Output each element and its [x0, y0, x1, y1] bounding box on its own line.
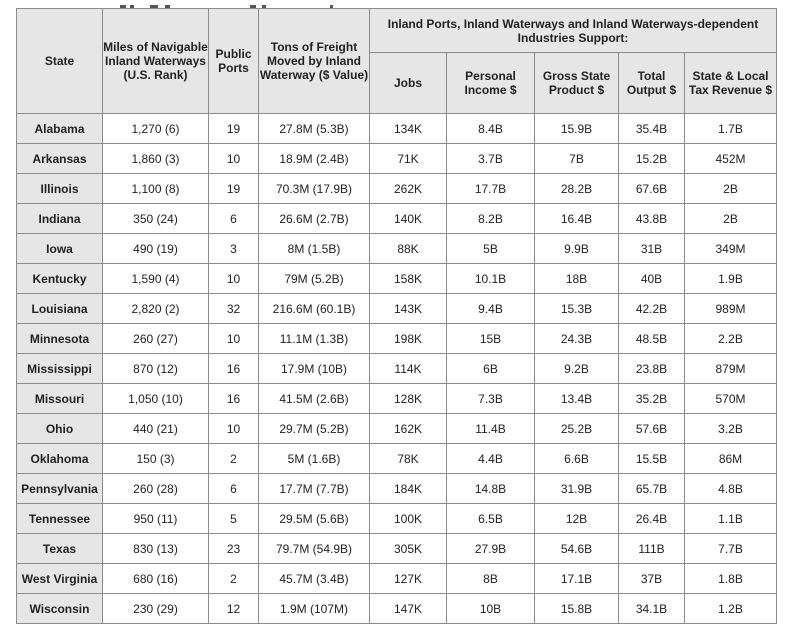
cell-state: Missouri — [17, 384, 103, 414]
cell-state: West Virginia — [17, 564, 103, 594]
cell-tax-revenue: 1.7B — [685, 114, 777, 144]
cell-gross-state-product: 28.2B — [535, 174, 619, 204]
cell-total-output: 48.5B — [619, 324, 685, 354]
cell-jobs: 71K — [370, 144, 447, 174]
cell-freight: 29.5M (5.6B) — [259, 504, 370, 534]
table-row — [17, 474, 777, 504]
header-freight: Tons of Freight Moved by Inland Waterway ($ Value) — [259, 9, 370, 114]
cell-freight: 29.7M (5.2B) — [259, 414, 370, 444]
cell-personal-income: 27.9B — [447, 534, 535, 564]
cell-jobs: 140K — [370, 204, 447, 234]
cell-total-output: 65.7B — [619, 474, 685, 504]
cell-miles: 1,860 (3) — [103, 144, 209, 174]
header-row-top — [17, 9, 777, 53]
cell-total-output: 15.5B — [619, 444, 685, 474]
cell-state: Mississippi — [17, 354, 103, 384]
cell-state: Louisiana — [17, 294, 103, 324]
cell-total-output: 67.6B — [619, 174, 685, 204]
cell-freight: 79.7M (54.9B) — [259, 534, 370, 564]
cell-public-ports: 10 — [209, 414, 259, 444]
cell-total-output: 34.1B — [619, 594, 685, 624]
cell-total-output: 42.2B — [619, 294, 685, 324]
cell-freight: 18.9M (2.4B) — [259, 144, 370, 174]
cell-state: Pennsylvania — [17, 474, 103, 504]
table-row — [17, 564, 777, 594]
cell-jobs: 127K — [370, 564, 447, 594]
cell-personal-income: 8.4B — [447, 114, 535, 144]
cell-tax-revenue: 1.9B — [685, 264, 777, 294]
cell-state: Tennessee — [17, 504, 103, 534]
cell-miles: 150 (3) — [103, 444, 209, 474]
cell-freight: 8M (1.5B) — [259, 234, 370, 264]
cell-jobs: 114K — [370, 354, 447, 384]
cell-personal-income: 10B — [447, 594, 535, 624]
cell-gross-state-product: 15.8B — [535, 594, 619, 624]
table-body — [17, 114, 777, 624]
cell-freight: 5M (1.6B) — [259, 444, 370, 474]
cell-public-ports: 10 — [209, 144, 259, 174]
cell-miles: 230 (29) — [103, 594, 209, 624]
table-row — [17, 414, 777, 444]
cell-jobs: 158K — [370, 264, 447, 294]
cell-miles: 950 (11) — [103, 504, 209, 534]
table-row — [17, 294, 777, 324]
cell-tax-revenue: 1.2B — [685, 594, 777, 624]
cell-freight: 17.9M (10B) — [259, 354, 370, 384]
cell-total-output: 31B — [619, 234, 685, 264]
cell-total-output: 35.4B — [619, 114, 685, 144]
cell-jobs: 305K — [370, 534, 447, 564]
cell-freight: 1.9M (107M) — [259, 594, 370, 624]
cell-total-output: 26.4B — [619, 504, 685, 534]
cell-state: Ohio — [17, 414, 103, 444]
cell-personal-income: 8B — [447, 564, 535, 594]
cell-miles: 350 (24) — [103, 204, 209, 234]
cell-public-ports: 32 — [209, 294, 259, 324]
cell-miles: 830 (13) — [103, 534, 209, 564]
header-miles: Miles of Navigable Inland Waterways (U.S. Rank) — [103, 9, 209, 114]
cell-public-ports: 5 — [209, 504, 259, 534]
cell-miles: 680 (16) — [103, 564, 209, 594]
cell-state: Minnesota — [17, 324, 103, 354]
table-row — [17, 534, 777, 564]
table-row — [17, 594, 777, 624]
cell-personal-income: 4.4B — [447, 444, 535, 474]
cell-total-output: 23.8B — [619, 354, 685, 384]
cell-personal-income: 10.1B — [447, 264, 535, 294]
header-personal-income: Personal Income $ — [447, 53, 535, 114]
cell-gross-state-product: 9.2B — [535, 354, 619, 384]
cell-public-ports: 10 — [209, 324, 259, 354]
cell-jobs: 100K — [370, 504, 447, 534]
header-support-group: Inland Ports, Inland Waterways and Inland Waterways-dependent Industries Support: — [370, 9, 777, 53]
cell-gross-state-product: 15.9B — [535, 114, 619, 144]
cell-tax-revenue: 3.2B — [685, 414, 777, 444]
cell-state: Indiana — [17, 204, 103, 234]
header-tax-revenue: State & Local Tax Revenue $ — [685, 53, 777, 114]
cell-miles: 440 (21) — [103, 414, 209, 444]
cell-personal-income: 5B — [447, 234, 535, 264]
table-row — [17, 324, 777, 354]
cell-public-ports: 2 — [209, 564, 259, 594]
cell-freight: 45.7M (3.4B) — [259, 564, 370, 594]
table-row — [17, 504, 777, 534]
cell-gross-state-product: 12B — [535, 504, 619, 534]
cell-public-ports: 19 — [209, 174, 259, 204]
header-total-output: Total Output $ — [619, 53, 685, 114]
cell-total-output: 111B — [619, 534, 685, 564]
cell-miles: 260 (28) — [103, 474, 209, 504]
cell-tax-revenue: 7.7B — [685, 534, 777, 564]
header-gross-state-product: Gross State Product $ — [535, 53, 619, 114]
cell-tax-revenue: 4.8B — [685, 474, 777, 504]
cell-miles: 260 (27) — [103, 324, 209, 354]
cell-tax-revenue: 86M — [685, 444, 777, 474]
header-public-ports: Public Ports — [209, 9, 259, 114]
cell-public-ports: 6 — [209, 474, 259, 504]
cell-personal-income: 9.4B — [447, 294, 535, 324]
cell-freight: 17.7M (7.7B) — [259, 474, 370, 504]
cell-public-ports: 12 — [209, 594, 259, 624]
cell-gross-state-product: 9.9B — [535, 234, 619, 264]
cell-jobs: 88K — [370, 234, 447, 264]
cell-total-output: 15.2B — [619, 144, 685, 174]
cell-personal-income: 15B — [447, 324, 535, 354]
cell-freight: 79M (5.2B) — [259, 264, 370, 294]
cell-personal-income: 17.7B — [447, 174, 535, 204]
cell-miles: 1,590 (4) — [103, 264, 209, 294]
header-jobs: Jobs — [370, 53, 447, 114]
cell-total-output: 43.8B — [619, 204, 685, 234]
cell-freight: 70.3M (17.9B) — [259, 174, 370, 204]
cell-tax-revenue: 989M — [685, 294, 777, 324]
cell-gross-state-product: 18B — [535, 264, 619, 294]
cell-state: Arkansas — [17, 144, 103, 174]
cell-gross-state-product: 24.3B — [535, 324, 619, 354]
cell-state: Iowa — [17, 234, 103, 264]
cell-tax-revenue: 1.8B — [685, 564, 777, 594]
cell-miles: 1,100 (8) — [103, 174, 209, 204]
cell-gross-state-product: 6.6B — [535, 444, 619, 474]
cell-personal-income: 6.5B — [447, 504, 535, 534]
cell-personal-income: 6B — [447, 354, 535, 384]
table-row — [17, 354, 777, 384]
cell-personal-income: 3.7B — [447, 144, 535, 174]
cell-jobs: 128K — [370, 384, 447, 414]
cell-freight: 216.6M (60.1B) — [259, 294, 370, 324]
cell-personal-income: 7.3B — [447, 384, 535, 414]
header-state: State — [17, 9, 103, 114]
cell-miles: 1,050 (10) — [103, 384, 209, 414]
cell-public-ports: 2 — [209, 444, 259, 474]
table-row — [17, 444, 777, 474]
cell-jobs: 147K — [370, 594, 447, 624]
cell-gross-state-product: 17.1B — [535, 564, 619, 594]
cell-state: Wisconsin — [17, 594, 103, 624]
cell-tax-revenue: 2B — [685, 174, 777, 204]
cell-miles: 1,270 (6) — [103, 114, 209, 144]
cell-gross-state-product: 31.9B — [535, 474, 619, 504]
cell-tax-revenue: 452M — [685, 144, 777, 174]
cell-gross-state-product: 54.6B — [535, 534, 619, 564]
table-row — [17, 384, 777, 414]
cell-tax-revenue: 879M — [685, 354, 777, 384]
cell-personal-income: 11.4B — [447, 414, 535, 444]
cell-tax-revenue: 2.2B — [685, 324, 777, 354]
cell-gross-state-product: 13.4B — [535, 384, 619, 414]
table-row — [17, 204, 777, 234]
cell-freight: 27.8M (5.3B) — [259, 114, 370, 144]
cell-personal-income: 14.8B — [447, 474, 535, 504]
cell-state: Oklahoma — [17, 444, 103, 474]
table-row — [17, 114, 777, 144]
cell-state: Kentucky — [17, 264, 103, 294]
cell-miles: 2,820 (2) — [103, 294, 209, 324]
cell-tax-revenue: 349M — [685, 234, 777, 264]
cell-jobs: 262K — [370, 174, 447, 204]
cell-state: Alabama — [17, 114, 103, 144]
cell-public-ports: 23 — [209, 534, 259, 564]
table-row — [17, 234, 777, 264]
cell-jobs: 184K — [370, 474, 447, 504]
cell-freight: 41.5M (2.6B) — [259, 384, 370, 414]
cell-personal-income: 8.2B — [447, 204, 535, 234]
cell-miles: 490 (19) — [103, 234, 209, 264]
cell-public-ports: 16 — [209, 354, 259, 384]
inland-waterways-table — [16, 8, 777, 624]
cell-total-output: 40B — [619, 264, 685, 294]
cell-gross-state-product: 25.2B — [535, 414, 619, 444]
table-row — [17, 264, 777, 294]
cell-public-ports: 10 — [209, 264, 259, 294]
cell-total-output: 57.6B — [619, 414, 685, 444]
cell-jobs: 162K — [370, 414, 447, 444]
cropped-caption-remnant — [0, 0, 798, 8]
cell-gross-state-product: 7B — [535, 144, 619, 174]
table-row — [17, 144, 777, 174]
cell-tax-revenue: 570M — [685, 384, 777, 414]
cell-jobs: 143K — [370, 294, 447, 324]
cell-public-ports: 6 — [209, 204, 259, 234]
cell-state: Texas — [17, 534, 103, 564]
cell-gross-state-product: 16.4B — [535, 204, 619, 234]
cell-miles: 870 (12) — [103, 354, 209, 384]
cell-total-output: 35.2B — [619, 384, 685, 414]
cell-tax-revenue: 1.1B — [685, 504, 777, 534]
cell-gross-state-product: 15.3B — [535, 294, 619, 324]
cell-public-ports: 3 — [209, 234, 259, 264]
cell-state: Illinois — [17, 174, 103, 204]
cell-freight: 26.6M (2.7B) — [259, 204, 370, 234]
cell-public-ports: 16 — [209, 384, 259, 414]
cell-freight: 11.1M (1.3B) — [259, 324, 370, 354]
cell-public-ports: 19 — [209, 114, 259, 144]
cell-jobs: 78K — [370, 444, 447, 474]
cell-total-output: 37B — [619, 564, 685, 594]
cell-jobs: 134K — [370, 114, 447, 144]
table-row — [17, 174, 777, 204]
cell-jobs: 198K — [370, 324, 447, 354]
cell-tax-revenue: 2B — [685, 204, 777, 234]
